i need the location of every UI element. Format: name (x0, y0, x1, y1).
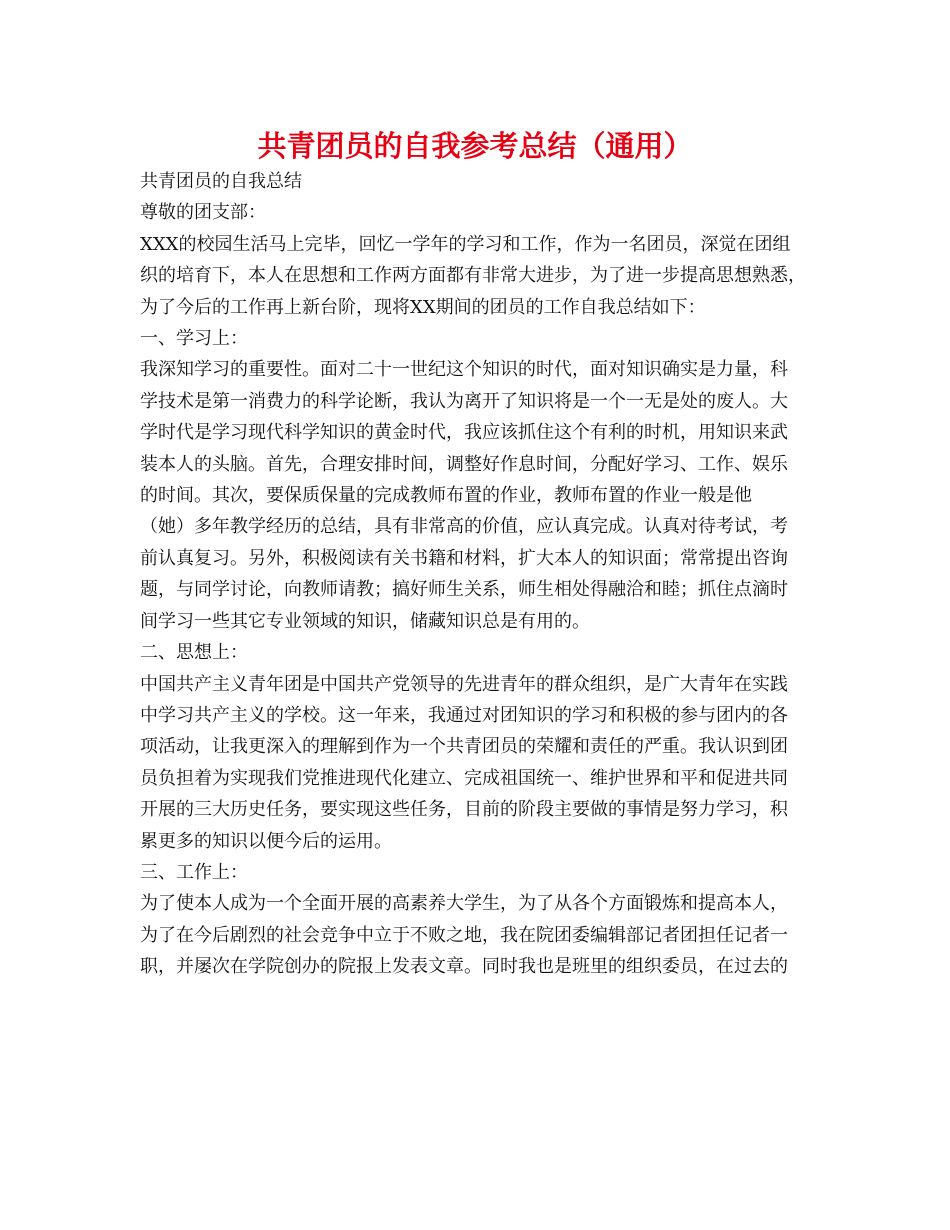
body-line: 前认真复习。另外，积极阅读有关书籍和材料，扩大本人的知识面；常常提出咨询 (140, 547, 788, 569)
body-line: 中国共产主义青年团是中国共产党领导的先进青年的群众组织，是广大青年在实践 (140, 673, 788, 695)
body-line: 为了在今后剧烈的社会竞争中立于不败之地，我在院团委编辑部记者团担任记者一 (140, 924, 788, 946)
body-line: 职，并屡次在学院创办的院报上发表文章。同时我也是班里的组织委员，在过去的 (140, 956, 788, 978)
body-line: 项活动，让我更深入的理解到作为一个共青团员的荣耀和责任的严重。我认识到团 (140, 736, 788, 758)
section-heading: 二、思想上： (140, 642, 248, 664)
body-line: 学技术是第一消费力的科学论断，我认为离开了知识将是一个一无是处的废人。大 (140, 390, 788, 412)
body-line: 累更多的知识以便今后的运用。 (140, 830, 392, 852)
section-heading: 一、学习上： (140, 328, 248, 350)
body-line: 为了使本人成为一个全面开展的高素养大学生，为了从各个方面锻炼和提高本人， (140, 893, 788, 915)
body-line: 为了今后的工作再上新台阶，现将XX期间的团员的工作自我总结如下： (140, 296, 706, 318)
document-title: 共青团员的自我参考总结（通用） (257, 129, 693, 163)
body-line: 间学习一些其它专业领域的知识，储藏知识总是有用的。 (140, 610, 590, 632)
body-line: 我深知学习的重要性。面对二十一世纪这个知识的时代，面对知识确实是力量，科 (140, 359, 788, 381)
body-line: 的时间。其次，要保质保量的完成教师布置的作业，教师布置的作业一般是他 (140, 485, 752, 507)
body-line: XXX的校园生活马上完毕，回忆一学年的学习和工作，作为一名团员，深觉在团组 (140, 233, 791, 255)
document-body (140, 166, 820, 983)
section-heading: 三、工作上： (140, 861, 248, 883)
body-line: 题，与同学讨论，向教师请教；搞好师生关系，师生相处得融洽和睦；抓住点滴时 (140, 579, 788, 601)
body-line: （她）多年教学经历的总结，具有非常高的价值，应认真完成。认真对待考试，考 (140, 516, 788, 538)
body-line: 共青团员的自我总结 (140, 171, 302, 192)
body-line: 中学习共产主义的学校。这一年来，我通过对团知识的学习和积极的参与团内的各 (140, 704, 788, 726)
body-line: 员负担着为实现我们党推进现代化建立、完成祖国统一、维护世界和平和促进共同 (140, 767, 788, 789)
body-line: 尊敬的团支部： (140, 202, 266, 224)
body-line: 装本人的头脑。首先，合理安排时间，调整好作息时间，分配好学习、工作、娱乐 (140, 453, 788, 475)
body-line: 开展的三大历史任务，要实现这些任务，目前的阶段主要做的事情是努力学习，积 (140, 799, 788, 821)
body-line: 织的培育下，本人在思想和工作两方面都有非常大进步，为了进一步提高思想熟悉， (140, 265, 806, 287)
body-line: 学时代是学习现代科学知识的黄金时代，我应该抓住这个有利的时机，用知识来武 (140, 422, 788, 444)
